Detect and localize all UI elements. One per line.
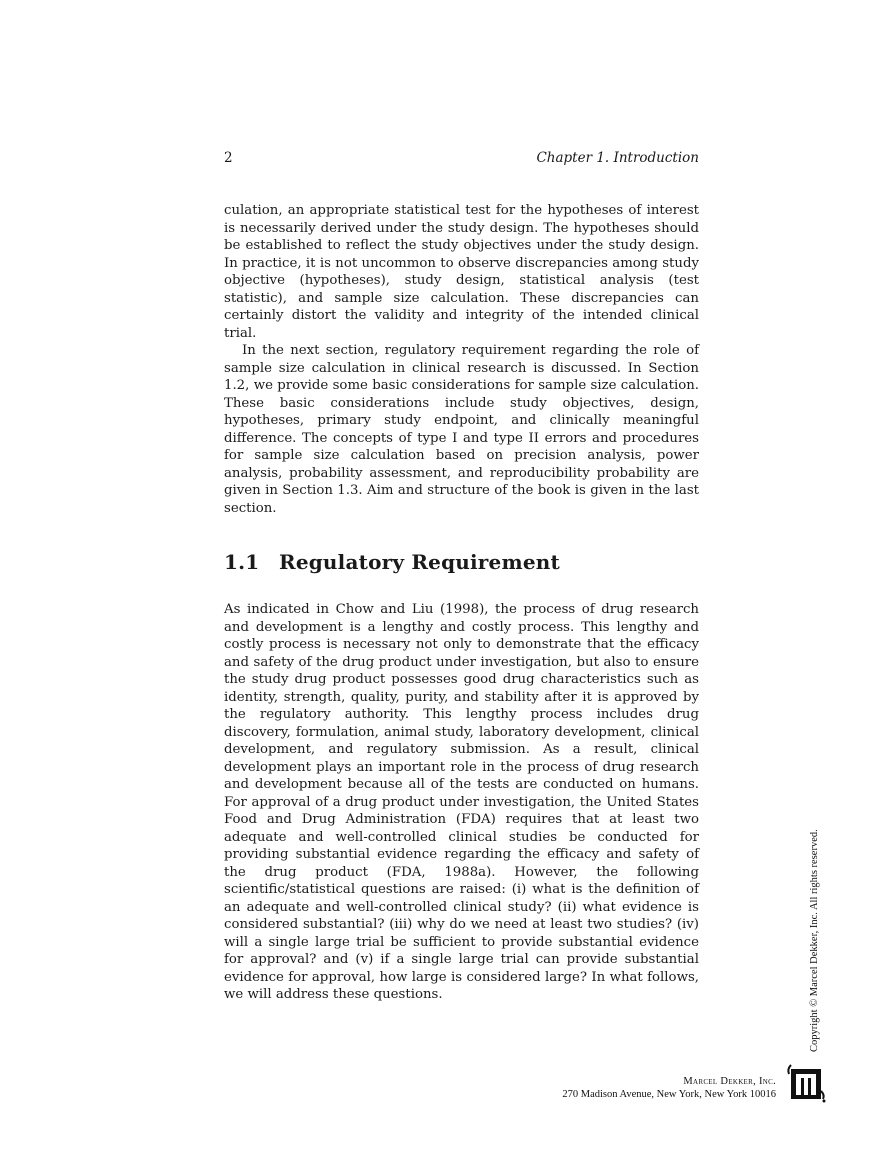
intro-paragraph-1: culation, an appropriate statistical test for the hypotheses of interest is necessarily derived under the study design. The hypotheses should be established to reflect the study objectives under the study design. In practice, it is not uncommon to observe discrepancies among study objective (hypotheses), study design, statistical analysis (test statistic), and sample size calculation. These discrepancies can certainly distort the validity and integrity of the intended clinical trial. — [224, 203, 699, 341]
section-heading — [224, 550, 699, 574]
publisher-logo-icon — [785, 1061, 827, 1103]
chapter-title: Chapter 1. Introduction — [536, 150, 699, 166]
section-title: Regulatory Requirement — [279, 550, 560, 574]
intro-text — [224, 202, 699, 517]
publisher-imprint — [540, 1075, 776, 1101]
publisher-name: Marcel Dekker, Inc. — [683, 1076, 776, 1087]
intro-paragraph-2: In the next section, regulatory requirement regarding the role of sample size calculation in clinical research is discussed. In Section 1.2, we provide some basic considerations for sample size calculation. These basic considerations include study objectives, design, hypotheses, primary study endpoint, and clinically meaningful difference. The concepts of type I and type II errors and procedures for sample size calculation based on precision analysis, power analysis, probability assessment, and reproducibility probability are given in Section 1.3. Aim and structure of the book is given in the last section. — [224, 343, 699, 516]
section-number: 1.1 — [224, 550, 260, 574]
publisher-address: 270 Madison Avenue, New York, New York 10016 — [562, 1089, 776, 1100]
section-paragraph-1: As indicated in Chow and Liu (1998), the process of drug research and development is a lengthy and costly process. This lengthy and costly process is necessary not only to demonstrate that the efficacy and safety of the drug product under investigation, but also to ensure the study drug product possesses good drug characteristics such as identity, strength, quality, purity, and stability after it is approved by the regulatory authority. This lengthy process includes drug discovery, formulation, animal study, laboratory development, clinical development, and regulatory submission. As a result, clinical development plays an important role in the process of drug research and development because all of the tests are conducted on humans. For approval of a drug product under investigation, the United States Food and Drug Administration (FDA) requires that at least two adequate and well-controlled clinical studies be conducted for providing substantial evidence regarding the efficacy and safety of the drug product (FDA, 1988a). However, the following scientific/statistical questions are raised: (i) what is the definition of an adequate and well-controlled clinical study? (ii) what evidence is considered substantial? (iii) why do we need at least two studies? (iv) will a single large trial be sufficient to provide substantial evidence for approval? and (v) if a single large trial can provide substantial evidence for approval, how large is considered large? In what follows, we will address these questions. — [224, 602, 699, 1002]
copyright-notice: Copyright © Marcel Dekker, Inc. All rights reserved. — [809, 829, 820, 1052]
section-text — [224, 601, 699, 1004]
page-number: 2 — [224, 150, 233, 166]
running-head — [224, 150, 699, 170]
